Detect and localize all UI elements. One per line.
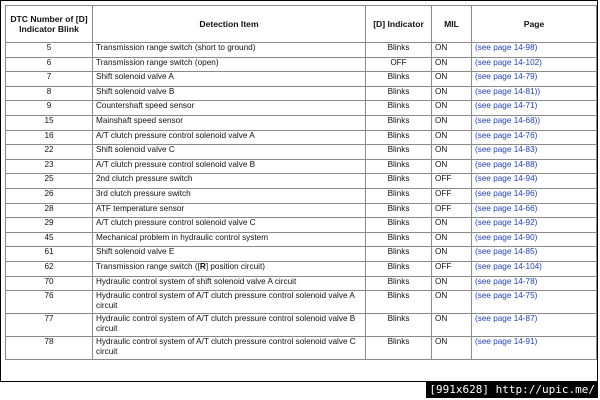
detection-item-cell: Mainshaft speed sensor [93, 115, 366, 130]
page-link[interactable]: (see page 14-91) [475, 337, 538, 347]
page-cell [472, 337, 597, 360]
page-link[interactable]: (see page 14-71) [475, 101, 538, 111]
indicator-cell: Blinks [366, 203, 432, 218]
mil-cell: ON [432, 291, 472, 314]
mil-cell: ON [432, 115, 472, 130]
dtc-cell: 26 [6, 188, 93, 203]
table-row [6, 218, 597, 233]
page-link[interactable]: (see page 14-79) [475, 72, 538, 82]
table-row [6, 130, 597, 145]
table-row [6, 276, 597, 291]
indicator-cell: Blinks [366, 86, 432, 101]
page-link[interactable]: (see page 14-87) [475, 314, 538, 324]
page-cell [472, 314, 597, 337]
page-cell [472, 130, 597, 145]
mil-cell: OFF [432, 203, 472, 218]
table-row [6, 115, 597, 130]
table-row [6, 337, 597, 360]
mil-cell: ON [432, 232, 472, 247]
page-cell [472, 101, 597, 116]
mil-cell: ON [432, 130, 472, 145]
indicator-cell: Blinks [366, 291, 432, 314]
header-dtc: DTC Number of [D] Indicator Blink [6, 6, 93, 43]
dtc-cell: 16 [6, 130, 93, 145]
page-cell [472, 72, 597, 87]
table-row [6, 203, 597, 218]
dtc-cell: 70 [6, 276, 93, 291]
header-detection-item: Detection Item [93, 6, 366, 43]
detection-item-position-r: R [199, 261, 206, 271]
table-row [6, 291, 597, 314]
detection-item-cell: Shift solenoid valve C [93, 145, 366, 160]
detection-item-cell: A/T clutch pressure control solenoid valve A [93, 130, 366, 145]
page-cell [472, 174, 597, 189]
dtc-cell: 78 [6, 337, 93, 360]
page-cell [472, 86, 597, 101]
detection-item-cell: Countershaft speed sensor [93, 101, 366, 116]
indicator-cell: Blinks [366, 188, 432, 203]
dtc-cell: 8 [6, 86, 93, 101]
detection-item-cell: 3rd clutch pressure switch [93, 188, 366, 203]
dtc-cell: 6 [6, 57, 93, 72]
indicator-cell: Blinks [366, 314, 432, 337]
table-row [6, 188, 597, 203]
page-cell [472, 232, 597, 247]
page-cell [472, 43, 597, 58]
mil-cell: OFF [432, 261, 472, 276]
detection-item-cell: Transmission range switch (short to ground) [93, 43, 366, 58]
indicator-cell: Blinks [366, 115, 432, 130]
page-cell [472, 291, 597, 314]
page-link[interactable]: (see page 14-90) [475, 232, 538, 242]
page-cell [472, 57, 597, 72]
image-host-watermark[interactable]: [991x628] http://upic.me/ [426, 382, 598, 398]
page-cell [472, 159, 597, 174]
detection-item-cell: Hydraulic control system of A/T clutch pressure control solenoid valve A circuit [93, 291, 366, 314]
table-row [6, 57, 597, 72]
page-link[interactable]: (see page 14-92) [475, 218, 538, 228]
indicator-cell: Blinks [366, 72, 432, 87]
table-row [6, 247, 597, 262]
page-link[interactable]: (see page 14-68)) [475, 115, 541, 125]
indicator-cell: Blinks [366, 43, 432, 58]
page-link[interactable]: (see page 14-94) [475, 174, 538, 184]
detection-item-cell [93, 261, 366, 276]
page-cell [472, 115, 597, 130]
page-link[interactable]: (see page 14-98) [475, 43, 538, 52]
page-cell [472, 203, 597, 218]
table-row [6, 159, 597, 174]
indicator-cell: Blinks [366, 159, 432, 174]
indicator-cell: OFF [366, 57, 432, 72]
page-link[interactable]: (see page 14-102) [475, 57, 542, 67]
page-cell [472, 261, 597, 276]
mil-cell: OFF [432, 174, 472, 189]
page-cell [472, 276, 597, 291]
detection-item-cell: Hydraulic control system of A/T clutch pressure control solenoid valve C circuit [93, 337, 366, 360]
page-link[interactable]: (see page 14-104) [475, 261, 542, 271]
page-link[interactable]: (see page 14-78) [475, 276, 538, 286]
table-row [6, 232, 597, 247]
mil-cell: ON [432, 314, 472, 337]
page-cell [472, 247, 597, 262]
dtc-cell: 61 [6, 247, 93, 262]
mil-cell: ON [432, 337, 472, 360]
indicator-cell: Blinks [366, 247, 432, 262]
page-link[interactable]: (see page 14-81)) [475, 86, 541, 96]
page-link[interactable]: (see page 14-75) [475, 291, 538, 301]
table-row [6, 174, 597, 189]
table-row [6, 145, 597, 160]
mil-cell: ON [432, 159, 472, 174]
dtc-cell: 45 [6, 232, 93, 247]
mil-cell: ON [432, 72, 472, 87]
table-row [6, 314, 597, 337]
page-cell [472, 188, 597, 203]
page-link[interactable]: (see page 14-83) [475, 145, 538, 155]
detection-item-cell: Transmission range switch (open) [93, 57, 366, 72]
page-cell [472, 218, 597, 233]
mil-cell: ON [432, 43, 472, 58]
detection-item-cell: Shift solenoid valve E [93, 247, 366, 262]
dtc-cell: 15 [6, 115, 93, 130]
mil-cell: ON [432, 276, 472, 291]
dtc-cell: 76 [6, 291, 93, 314]
indicator-cell: Blinks [366, 101, 432, 116]
table-row [6, 86, 597, 101]
page-cell [472, 145, 597, 160]
detection-item-cell: Shift solenoid valve A [93, 72, 366, 87]
mil-cell: ON [432, 86, 472, 101]
detection-item-cell: ATF temperature sensor [93, 203, 366, 218]
mil-cell: OFF [432, 188, 472, 203]
header-mil: MIL [432, 6, 472, 43]
dtc-cell: 28 [6, 203, 93, 218]
detection-item-cell: Mechanical problem in hydraulic control system [93, 232, 366, 247]
dtc-cell: 5 [6, 43, 93, 58]
detection-item-prefix: Transmission range switch ([ [96, 261, 200, 271]
indicator-cell: Blinks [366, 261, 432, 276]
mil-cell: ON [432, 247, 472, 262]
detection-item-cell: A/T clutch pressure control solenoid valve B [93, 159, 366, 174]
detection-item-suffix: ] position circuit) [205, 261, 265, 271]
table-row [6, 261, 597, 276]
header-page: Page [472, 6, 597, 43]
mil-cell: ON [432, 218, 472, 233]
detection-item-cell: 2nd clutch pressure switch [93, 174, 366, 189]
page-link[interactable]: (see page 14-76) [475, 130, 538, 140]
dtc-cell: 22 [6, 145, 93, 160]
dtc-cell: 62 [6, 261, 93, 276]
indicator-cell: Blinks [366, 174, 432, 189]
detection-item-cell: Hydraulic control system of shift solenoid valve A circuit [93, 276, 366, 291]
indicator-cell: Blinks [366, 130, 432, 145]
dtc-cell: 7 [6, 72, 93, 87]
indicator-cell: Blinks [366, 232, 432, 247]
dtc-table [5, 5, 597, 360]
dtc-cell: 29 [6, 218, 93, 233]
page-link[interactable]: (see page 14-96) [475, 188, 538, 198]
page-link[interactable]: (see page 14-85) [475, 247, 538, 257]
table-row [6, 101, 597, 116]
dtc-cell: 23 [6, 159, 93, 174]
table-row [6, 43, 597, 58]
indicator-cell: Blinks [366, 337, 432, 360]
table-row [6, 72, 597, 87]
header-indicator: [D] Indicator [366, 6, 432, 43]
dtc-cell: 9 [6, 101, 93, 116]
mil-cell: ON [432, 101, 472, 116]
table-header-row [6, 6, 597, 43]
indicator-cell: Blinks [366, 218, 432, 233]
page-link[interactable]: (see page 14-88) [475, 159, 538, 169]
detection-item-cell: Shift solenoid valve B [93, 86, 366, 101]
mil-cell: ON [432, 57, 472, 72]
dtc-cell: 77 [6, 314, 93, 337]
mil-cell: ON [432, 145, 472, 160]
detection-item-cell: A/T clutch pressure control solenoid valve C [93, 218, 366, 233]
indicator-cell: Blinks [366, 276, 432, 291]
detection-item-cell: Hydraulic control system of A/T clutch pressure control solenoid valve B circuit [93, 314, 366, 337]
page-link[interactable]: (see page 14-66) [475, 203, 538, 213]
indicator-cell: Blinks [366, 145, 432, 160]
dtc-cell: 25 [6, 174, 93, 189]
